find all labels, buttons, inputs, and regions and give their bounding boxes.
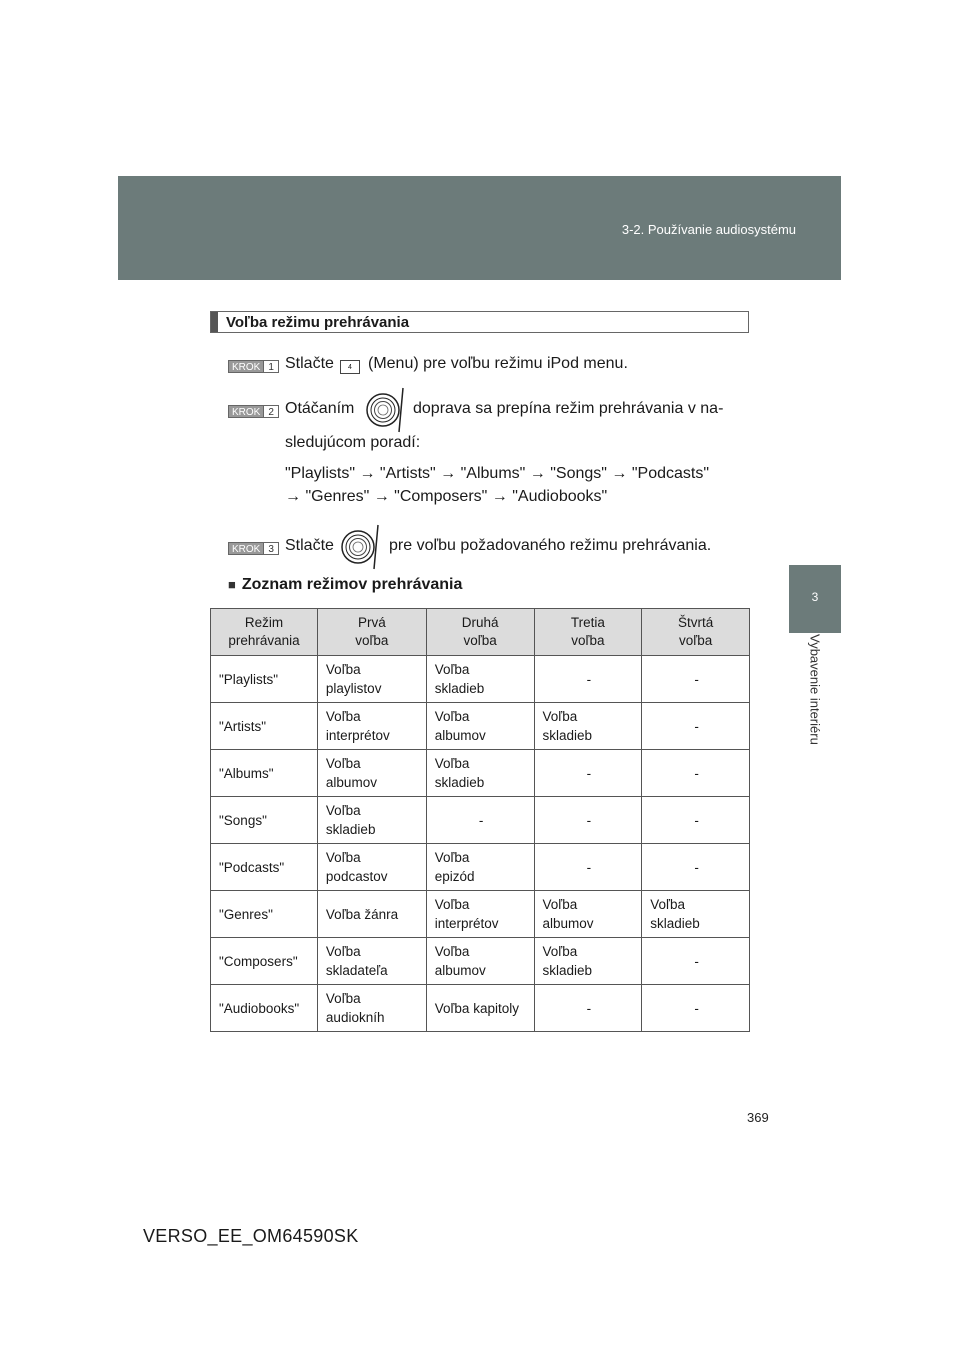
cell-line: audiokníh <box>325 1010 385 1025</box>
header-line: voľba <box>571 633 605 648</box>
cell-line: "Composers" <box>219 953 298 969</box>
cell-line: - <box>694 671 699 687</box>
krok-number: 2 <box>263 406 278 417</box>
step-2-sequence-2: → "Genres" → "Composers" → "Audiobooks" <box>285 488 608 505</box>
header-cell-second <box>426 609 534 656</box>
table-cell <box>211 891 318 938</box>
table-cell <box>642 703 750 750</box>
step-2-before: Otáčaním <box>285 400 355 417</box>
cell-line: - <box>694 953 699 969</box>
cell-line: skladieb <box>434 681 485 696</box>
table-cell <box>642 891 750 938</box>
cell-line: "Songs" <box>219 812 267 828</box>
cell-line: Voľba <box>325 803 361 818</box>
cell-line: - <box>694 1000 699 1016</box>
header-line: Tretia <box>570 615 605 630</box>
table-cell <box>534 797 642 844</box>
krok-label: KROK <box>229 361 263 372</box>
square-bullet-icon: ■ <box>228 577 236 592</box>
table-cell <box>317 750 426 797</box>
table-cell <box>534 703 642 750</box>
header-line: Prvá <box>357 615 386 630</box>
table-cell <box>317 703 426 750</box>
list-heading-text: Zoznam režimov prehrávania <box>241 576 463 593</box>
cell-line: - <box>694 812 699 828</box>
table-cell <box>426 703 534 750</box>
cell-line: - <box>586 812 592 828</box>
step-3-badge <box>228 542 279 555</box>
cell-line: - <box>478 812 484 828</box>
table-cell <box>426 750 534 797</box>
table-cell <box>426 985 534 1032</box>
table-cell <box>642 656 750 703</box>
cell-line: Voľba <box>434 897 470 912</box>
table-cell <box>211 750 318 797</box>
cell-line: Voľba <box>434 850 470 865</box>
table-cell <box>642 797 750 844</box>
cell-line: Voľba <box>325 709 361 724</box>
table-cell <box>211 797 318 844</box>
table-cell <box>211 656 318 703</box>
table-cell <box>642 938 750 985</box>
document-code: VERSO_EE_OM64590SK <box>143 1226 359 1246</box>
header-cell-third <box>534 609 642 656</box>
header-line: voľba <box>355 633 389 648</box>
header-line: Druhá <box>461 615 499 630</box>
header-line: voľba <box>679 633 713 648</box>
cell-line: albumov <box>434 728 486 743</box>
header-cell-first <box>317 609 426 656</box>
krok-number: 3 <box>263 543 278 554</box>
table-row <box>211 938 750 985</box>
cell-line: Voľba <box>434 662 470 677</box>
cell-line: Voľba <box>325 662 361 677</box>
cell-line: skladieb <box>325 822 376 837</box>
cell-line: Voľba <box>325 850 361 865</box>
step-1-badge <box>228 360 279 373</box>
header-cell-mode <box>211 609 318 656</box>
header-cell-fourth <box>642 609 750 656</box>
krok-label: KROK <box>229 543 263 554</box>
table-cell <box>534 891 642 938</box>
cell-line: Voľba <box>542 709 578 724</box>
cell-line: Voľba <box>434 756 470 771</box>
cell-line: skladieb <box>542 728 593 743</box>
cell-line: Voľba kapitoly <box>434 1000 519 1016</box>
table-cell <box>426 656 534 703</box>
cell-line: Voľba <box>650 897 685 912</box>
cell-line: Voľba <box>325 991 361 1006</box>
table-cell <box>534 844 642 891</box>
cell-line: skladieb <box>542 963 593 978</box>
section-breadcrumb: 3-2. Používanie audiosystému <box>621 222 796 237</box>
header-line: Režim <box>244 615 284 630</box>
cell-line: Voľba <box>434 944 470 959</box>
table-cell <box>426 938 534 985</box>
chapter-tab <box>789 565 841 633</box>
cell-line: playlistov <box>325 681 382 696</box>
section-title: Voľba režimu prehrávania <box>226 314 410 331</box>
cell-line: "Audiobooks" <box>219 1000 300 1016</box>
cell-line: Voľba <box>325 756 361 771</box>
section-title-bar <box>211 312 218 332</box>
section-title-box <box>210 311 749 333</box>
step-2-sequence-1: "Playlists" → "Artists" → "Albums" → "Songs" → "Podcasts" <box>285 465 710 482</box>
cell-line: epizód <box>434 869 475 884</box>
table-cell <box>211 703 318 750</box>
table-cell <box>211 844 318 891</box>
krok-label: KROK <box>229 406 263 417</box>
cell-line: "Artists" <box>219 718 267 734</box>
cell-line: skladieb <box>650 916 700 931</box>
table-row <box>211 797 750 844</box>
cell-line: "Albums" <box>219 765 274 781</box>
cell-line: interprétov <box>434 916 499 931</box>
table-cell <box>534 938 642 985</box>
table-cell <box>426 891 534 938</box>
table-cell <box>426 844 534 891</box>
step-3-before: Stlačte <box>285 537 334 554</box>
table-row <box>211 985 750 1032</box>
list-heading <box>228 576 462 594</box>
table-cell <box>317 797 426 844</box>
table-cell <box>534 656 642 703</box>
cell-line: - <box>694 859 699 875</box>
table-cell <box>642 750 750 797</box>
table-cell <box>211 985 318 1032</box>
table-row <box>211 891 750 938</box>
table-cell <box>426 797 534 844</box>
header-band <box>118 176 841 280</box>
table-cell <box>317 938 426 985</box>
cell-line: Voľba <box>434 709 470 724</box>
table-cell <box>534 750 642 797</box>
cell-line: - <box>586 671 592 687</box>
table-cell <box>642 985 750 1032</box>
header-line: Štvrtá <box>677 615 714 630</box>
cell-line: - <box>694 765 699 781</box>
header-line: voľba <box>463 633 497 648</box>
cell-line: albumov <box>434 963 486 978</box>
cell-line: - <box>586 859 592 875</box>
cell-line: - <box>586 1000 592 1016</box>
table-cell <box>317 844 426 891</box>
cell-line: albumov <box>325 775 377 790</box>
step-2-badge <box>228 405 279 418</box>
cell-line: albumov <box>542 916 594 931</box>
krok-number: 1 <box>263 361 278 372</box>
chapter-title: Vybavenie interiéru <box>807 634 823 745</box>
table-row <box>211 844 750 891</box>
cell-line: Voľba <box>325 944 361 959</box>
table-cell <box>317 656 426 703</box>
cell-line: "Playlists" <box>219 671 279 687</box>
cell-line: - <box>586 765 592 781</box>
step-1-after: (Menu) pre voľbu režimu iPod menu. <box>368 355 628 372</box>
menu-button-icon: 4 <box>340 360 360 374</box>
cell-line: Voľba <box>542 944 578 959</box>
step-2-after: doprava sa prepína režim prehrávania v na- <box>413 400 724 417</box>
header-line: prehrávania <box>228 633 300 648</box>
table-cell <box>317 985 426 1032</box>
table-row <box>211 703 750 750</box>
cell-line: Voľba žánra <box>325 906 399 922</box>
cell-line: skladieb <box>434 775 485 790</box>
page-number: 369 <box>747 1110 769 1125</box>
step-2-line2: sledujúcom poradí: <box>285 434 421 451</box>
playback-modes-table <box>210 608 750 1032</box>
cell-line: interprétov <box>325 728 390 743</box>
table-header-row <box>211 609 750 656</box>
cell-line: - <box>694 718 699 734</box>
step-1-before: Stlačte <box>285 355 334 372</box>
cell-line: podcastov <box>325 869 388 884</box>
table-cell <box>534 985 642 1032</box>
chapter-title-vertical <box>788 634 842 794</box>
step-3-after: pre voľbu požadovaného režimu prehrávania. <box>389 537 712 554</box>
cell-line: "Podcasts" <box>219 859 285 875</box>
table-cell <box>642 844 750 891</box>
chapter-number: 3 <box>811 590 819 604</box>
table-row <box>211 750 750 797</box>
cell-line: "Genres" <box>219 906 273 922</box>
tune-knob-icon <box>340 523 380 571</box>
table-cell <box>211 938 318 985</box>
table-cell <box>317 891 426 938</box>
tune-knob-icon <box>365 386 405 434</box>
cell-line: Voľba <box>542 897 578 912</box>
cell-line: skladateľa <box>325 963 388 978</box>
table-row <box>211 656 750 703</box>
